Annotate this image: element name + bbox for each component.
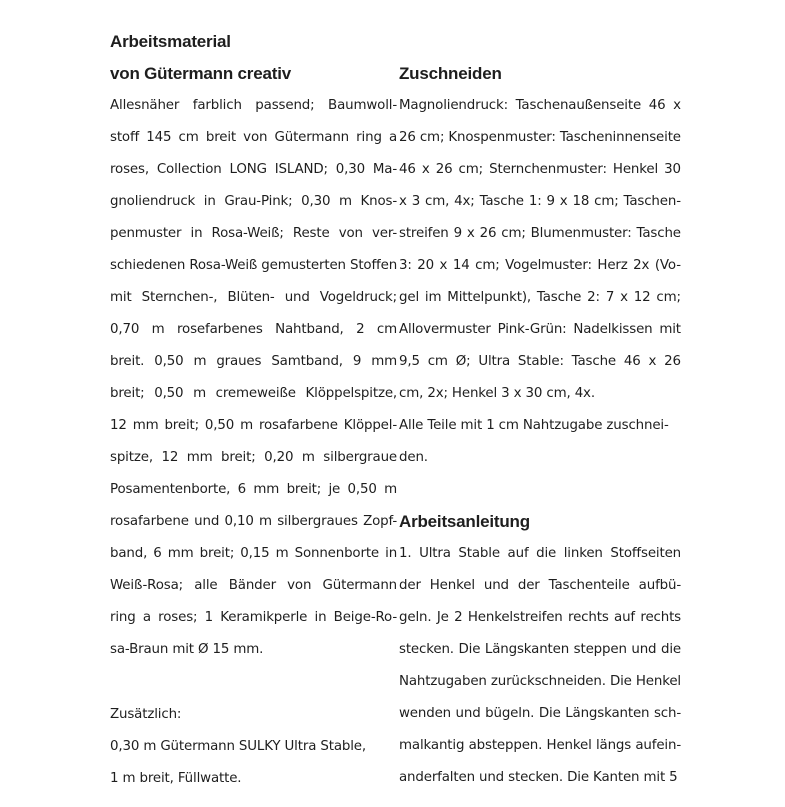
- materials-text-line: breit; 0,50 m cremeweiße Klöppelspitze,: [110, 386, 398, 401]
- materials-text-line: breit. 0,50 m graues Samtband, 9 mm: [110, 354, 398, 369]
- cutting-text-line: 3: 20 x 14 cm; Vogelmuster: Herz 2x (Vo-: [399, 258, 681, 273]
- materials-text-line: gnoliendruck in Grau-Pink; 0,30 m Knos-: [110, 194, 398, 209]
- materials-text-line: spitze, 12 mm breit; 0,20 m silbergraue: [110, 450, 398, 465]
- materials-text-line: roses, Collection LONG ISLAND; 0,30 Ma-: [110, 162, 398, 177]
- materials-text-line: Weiß-Rosa; alle Bänder von Gütermann: [110, 578, 398, 593]
- instructions-text-line: geln. Je 2 Henkelstreifen rechts auf rechts: [399, 610, 682, 625]
- materials-text-line: 12 mm breit; 0,50 m rosafarbene Klöppel-: [110, 418, 398, 433]
- cutting-text-line: 9,5 cm Ø; Ultra Stable: Tasche 46 x 26: [399, 354, 681, 369]
- cutting-heading: Zuschneiden: [399, 64, 502, 83]
- materials-heading-line1: Arbeitsmaterial: [110, 32, 231, 51]
- materials-heading-line2: von Gütermann creativ: [110, 64, 291, 83]
- instructions-text-line: 1. Ultra Stable auf die linken Stoffseiten: [399, 546, 682, 561]
- instructions-text-line: malkantig absteppen. Henkel längs aufein-: [399, 738, 682, 753]
- cutting-text-line: 46 x 26 cm; Sternchenmuster: Henkel 30: [399, 162, 681, 177]
- seam-allowance-note-line: den.: [399, 450, 428, 465]
- cutting-text: [399, 90, 681, 410]
- additional-label: Zusätzlich:: [110, 707, 182, 722]
- cutting-text-line: gel im Mittelpunkt), Tasche 2: 7 x 12 cm;: [399, 290, 681, 305]
- instructions-text-line: anderfalten und stecken. Die Kanten mit 5: [399, 770, 678, 785]
- additional-text-line: 1 m breit, Füllwatte.: [110, 771, 242, 786]
- materials-text: [110, 90, 397, 666]
- seam-allowance-note-line: Alle Teile mit 1 cm Nahtzugabe zuschnei-: [399, 418, 669, 433]
- cutting-text-line: Allovermuster Pink-Grün: Nadelkissen mit: [399, 322, 681, 337]
- instructions-text-line: wenden und bügeln. Die Längskanten sch-: [399, 706, 682, 721]
- materials-text-line: penmuster in Rosa-Weiß; Reste von ver-: [110, 226, 398, 241]
- cutting-text-line: cm, 2x; Henkel 3 x 30 cm, 4x.: [399, 386, 595, 401]
- additional-text: [110, 731, 366, 795]
- materials-text-line: stoff 145 cm breit von Gütermann ring a: [110, 130, 398, 145]
- materials-text-line: Posamentenborte, 6 mm breit; je 0,50 m: [110, 482, 398, 497]
- cutting-text-line: streifen 9 x 26 cm; Blumenmuster: Tasche: [399, 226, 681, 241]
- materials-text-line: 0,70 m rosefarbenes Nahtband, 2 cm: [110, 322, 398, 337]
- materials-text-line: mit Sternchen-, Blüten- und Vogeldruck;: [110, 290, 398, 305]
- cutting-text-line: Magnoliendruck: Taschenaußenseite 46 x: [399, 98, 681, 113]
- instructions-text-line: Nahtzugaben zurückschneiden. Die Henkel: [399, 674, 682, 689]
- seam-allowance-note: [399, 410, 669, 474]
- materials-text-line: schiedenen Rosa-Weiß gemusterten Stoffen: [110, 258, 398, 273]
- materials-text-line: Allesnäher farblich passend; Baumwoll-: [110, 98, 398, 113]
- materials-text-line: ring a roses; 1 Keramikperle in Beige-Ro-: [110, 610, 398, 625]
- instructions-text-line: stecken. Die Längskanten steppen und die: [399, 642, 682, 657]
- cutting-text-line: 26 cm; Knospenmuster: Tascheninnenseite: [399, 130, 681, 145]
- materials-text-line: rosafarbene und 0,10 m silbergraues Zopf-: [110, 514, 398, 529]
- additional-text-line: 0,30 m Gütermann SULKY Ultra Stable,: [110, 739, 366, 754]
- instructions-heading: Arbeitsanleitung: [399, 512, 530, 531]
- instructions-text: [399, 538, 681, 794]
- cutting-text-line: x 3 cm, 4x; Tasche 1: 9 x 18 cm; Taschen-: [399, 194, 681, 209]
- materials-text-line: band, 6 mm breit; 0,15 m Sonnenborte in: [110, 546, 398, 561]
- instructions-text-line: der Henkel und der Taschenteile aufbü-: [399, 578, 682, 593]
- materials-text-line: sa-Braun mit Ø 15 mm.: [110, 642, 264, 657]
